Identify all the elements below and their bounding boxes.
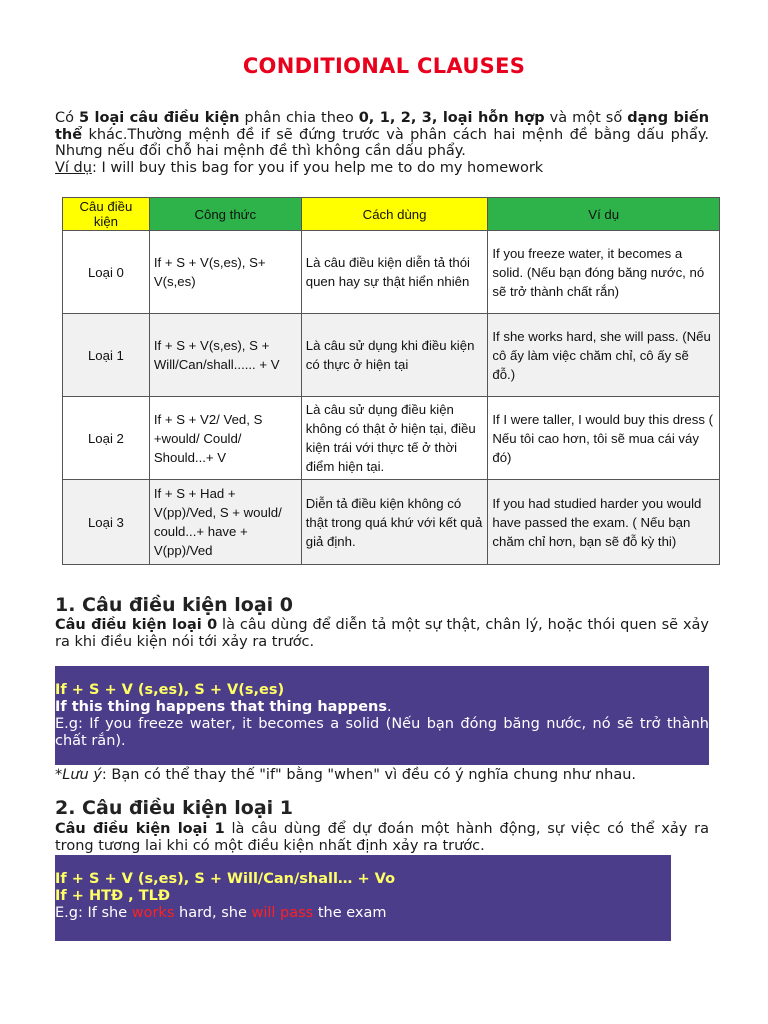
section1-formula-box xyxy=(55,666,709,765)
intro-text: Có xyxy=(55,110,79,126)
intro-text: phân chia theo xyxy=(239,110,359,126)
note-label: *Lưu ý xyxy=(55,767,102,783)
section2-description xyxy=(55,821,709,854)
cell-type: Loại 3 xyxy=(63,480,150,565)
intro-bold-variants: dạng biến thể xyxy=(55,110,710,143)
cell-type: Loại 0 xyxy=(63,231,150,314)
section1-meaning-line xyxy=(55,699,709,716)
cell-type: Loại 2 xyxy=(63,397,150,480)
example-label: Ví dụ xyxy=(55,159,92,176)
section1-example: E.g: If you freeze water, it becomes a solid (Nếu bạn đóng băng nước, nó sẽ trở thành chất rắn). xyxy=(55,716,709,749)
cell-usage: Là câu sử dụng khi điều kiện có thực ở hiện tại xyxy=(301,314,488,397)
page-title: CONDITIONAL CLAUSES xyxy=(242,54,526,78)
table-row xyxy=(63,231,720,314)
cell-example: If she works hard, she will pass. (Nếu cô ấy làm việc chăm chỉ, cô ấy sẽ đỗ.) xyxy=(488,314,720,397)
conditional-table xyxy=(62,197,720,565)
header-formula: Công thức xyxy=(149,198,301,231)
section2-formula-box xyxy=(55,855,671,941)
intro-text: và một số xyxy=(544,110,628,126)
section2-formula: If + S + V (s,es), S + Will/Can/shall… + Vo xyxy=(55,871,396,887)
cell-formula: If + S + V2/ Ved, S +would/ Could/ Should...+ V xyxy=(149,397,301,480)
section1-meaning-dot: . xyxy=(386,699,392,715)
cell-formula: If + S + V(s,es), S + Will/Can/shall...... + V xyxy=(149,314,301,397)
section2-desc-bold: Câu điều kiện loại 1 xyxy=(55,821,225,837)
section1-description xyxy=(55,617,709,650)
cell-usage: Là câu sử dụng điều kiện không có thật ở hiện tại, điều kiện trái với thực tế ở thời điểm hiện tại. xyxy=(301,397,488,480)
example-text: : I will buy this bag for you if you help me to do my homework xyxy=(91,159,544,176)
section1-desc-text: là câu dùng để diễn tả một sự thật, chân lý, hoặc thói quen sẽ xảy ra khi điều kiện nói tới xảy ra trước. xyxy=(55,617,709,650)
example-part: E.g: If she xyxy=(55,905,132,921)
header-type: Câu điều kiện xyxy=(63,198,150,231)
example-highlight-works: works xyxy=(131,905,175,921)
example-highlight-will-pass: will pass xyxy=(251,905,314,921)
cell-type: Loại 1 xyxy=(63,314,150,397)
section2-example xyxy=(55,905,671,922)
section1-heading: 1. Câu điều kiện loại 0 xyxy=(55,594,294,616)
table-row xyxy=(63,480,720,565)
section2-desc-text: là câu dùng để dự đoán một hành động, sự việc có thể xảy ra trong tương lai khi có một điều kiện nhất định xảy ra trước. xyxy=(55,821,709,854)
cell-formula: If + S + Had + V(pp)/Ved, S + would/ could...+ have + V(pp)/Ved xyxy=(149,480,301,565)
example-part: hard, she xyxy=(174,905,252,921)
example-part: the exam xyxy=(313,905,387,921)
intro-text: khác.Thường mệnh đề if sẽ đứng trước và phân cách hai mệnh đề bằng dấu phẩy. Nhưng nếu đổi chỗ hai mệnh đề thì không cần dấu phẩy. xyxy=(55,126,709,159)
cell-example: If you freeze water, it becomes a solid. (Nếu bạn đóng băng nước, nó sẽ trở thành chất rắn) xyxy=(488,231,720,314)
cell-example: If you had studied harder you would have passed the exam. ( Nếu bạn chăm chỉ hơn, bạn sẽ đỗ kỳ thi) xyxy=(488,480,720,565)
header-example: Ví dụ xyxy=(488,198,720,231)
section1-meaning: If this thing happens that thing happens xyxy=(55,699,387,715)
intro-bold-count: 5 loại câu điều kiện xyxy=(79,110,240,126)
table-row xyxy=(63,314,720,397)
table-header-row xyxy=(63,198,720,231)
section1-desc-bold: Câu điều kiện loại 0 xyxy=(55,617,218,633)
intro-bold-types: 0, 1, 2, 3, loại hỗn hợp xyxy=(358,110,545,126)
section1-formula: If + S + V (s,es), S + V(s,es) xyxy=(55,682,285,698)
section1-note xyxy=(55,767,636,783)
cell-usage: Diễn tả điều kiện không có thật trong quá khứ với kết quả giả định. xyxy=(301,480,488,565)
cell-formula: If + S + V(s,es), S+ V(s,es) xyxy=(149,231,301,314)
section2-heading: 2. Câu điều kiện loại 1 xyxy=(55,797,294,819)
cell-usage: Là câu điều kiện diễn tả thói quen hay sự thật hiển nhiên xyxy=(301,231,488,314)
cell-example: If I were taller, I would buy this dress ( Nếu tôi cao hơn, tôi sẽ mua cái váy đó) xyxy=(488,397,720,480)
header-usage: Cách dùng xyxy=(301,198,488,231)
section2-formula-short: If + HTĐ , TLĐ xyxy=(55,888,171,904)
intro-paragraph xyxy=(55,110,709,176)
note-text: : Bạn có thể thay thế "if" bằng "when" vì đều có ý nghĩa chung như nhau. xyxy=(101,767,637,783)
table-row xyxy=(63,397,720,480)
